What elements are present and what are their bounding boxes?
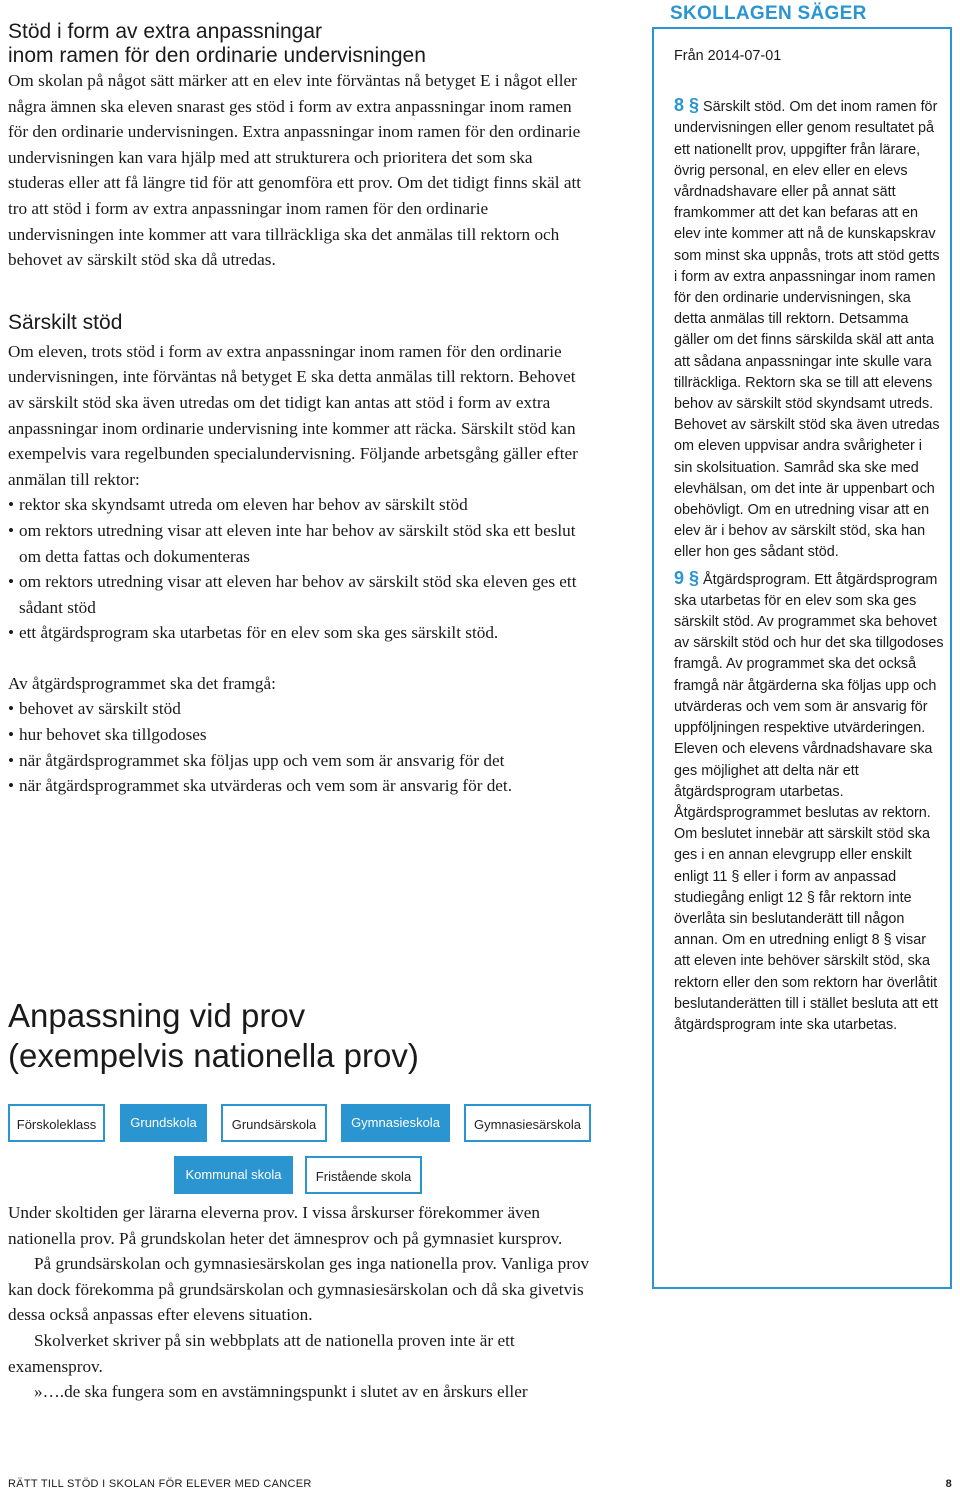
program-intro: Av åtgärdsprogrammet ska det framgå:: [8, 673, 276, 693]
paragraph-9: [674, 568, 944, 1036]
tag-gymnasieskola: Gymnasieskola: [341, 1104, 450, 1142]
list-item: • hur behovet ska tillgodoses: [8, 722, 593, 748]
tag-forskoleklass: Förskoleklass: [8, 1104, 105, 1142]
tag-grundskola: Grundskola: [120, 1104, 207, 1142]
footer-title: RÄTT TILL STÖD I SKOLAN FÖR ELEVER MED CANCER: [8, 1478, 312, 1490]
paragraph-number-9: 9 §: [674, 567, 700, 588]
paragraph-8: [674, 95, 944, 563]
section-body-prov: [8, 1200, 593, 1405]
paragraph-number-8: 8 §: [674, 95, 700, 116]
prov-quote: »….de ska fungera som en avstämningspunkt i slutet av en årskurs eller: [34, 1382, 528, 1402]
paragraph-9-text: Åtgärdsprogram. Ett åtgärdsprogram ska utarbetas för en elev som ska ges särskilt stöd. Av programmet ska behovet av särskilt stöd och hur det ska tillgodoses framgå. Av programmet ska det också framgå när åtgärderna ska följas upp och utvärderas och vem som är ansvarig för uppföljningen respektive utvärderingen. Eleven och elevens vårdnadshavare ska ges möjlighet att delta när ett åtgärdsprogram utarbetas. Åtgärdsprogrammet beslutas av rektorn. Om beslutet innebär att särskilt stöd ska ges i en annan elevgrupp eller enskilt enligt 11 § eller i form av anpassad studiegång enligt 12 § får rektorn inte överlåta sin beslutanderätt till någon annan. Om en utredning enligt 8 § visar att eleven inte behöver särskilt stöd, ska rektorn eller den som rektorn har överlåtit beslutanderätten till i stället besluta att ett åtgärdsprogram inte ska utarbetas.: [674, 571, 944, 1033]
procedure-list: [8, 492, 593, 646]
tag-grundsarskola: Grundsärskola: [221, 1104, 327, 1142]
list-item: • ett åtgärdsprogram ska utarbetas för en elev som ska ges särskilt stöd.: [8, 620, 593, 646]
list-item: • om rektors utredning visar att eleven har behov av särskilt stöd ska eleven ges ett sådant stöd: [8, 569, 593, 620]
prov-paragraph-3: Skolverket skriver på sin webbplats att de nationella proven inte är ett examensprov.: [8, 1330, 515, 1376]
tag-gymnasiesarskola: Gymnasiesärskola: [464, 1104, 591, 1142]
section-title-anpassning-vid-prov: Anpassning vid prov (exempelvis nationella prov): [8, 997, 419, 1074]
page-number: 8: [945, 1478, 952, 1490]
sidebar-title: SKOLLAGEN SÄGER: [670, 3, 867, 24]
tag-fristaende-skola: Fristående skola: [305, 1156, 422, 1194]
list-item: • när åtgärdsprogrammet ska följas upp och vem som är ansvarig för det: [8, 748, 593, 774]
sidebar-content: [674, 46, 944, 1036]
list-item: • när åtgärdsprogrammet ska utvärderas och vem som är ansvarig för det.: [8, 773, 593, 799]
section-title-sarskilt-stod: Särskilt stöd: [8, 310, 123, 334]
program-list: [8, 696, 593, 798]
main-column: [8, 20, 593, 799]
list-item: • rektor ska skyndsamt utreda om eleven har behov av särskilt stöd: [8, 492, 593, 518]
prov-paragraph-2: På grundsärskolan och gymnasiesärskolan ges inga nationella prov. Vanliga prov kan dock förekomma på grundsärskolan och gymnasiesärskolan och då ska givetvis dessa också anpassas efter elevens situation.: [8, 1254, 590, 1325]
section-title-extra-anpassningar: Stöd i form av extra anpassningar inom ramen för den ordinarie undervisningen: [8, 20, 426, 67]
list-item: • behovet av särskilt stöd: [8, 696, 593, 722]
paragraph-8-text: Särskilt stöd. Om det inom ramen för undervisningen eller genom resultatet på ett nationellt prov, uppgifter från lärare, övrig personal, en elev eller en elevs vårdnadshavare eller på annat sätt framkommer att det kan befaras att en elev inte kommer att nå de kunskapskrav som minst ska uppnås, trots att stöd getts i form av extra anpassningar inom ramen för den ordinarie undervisningen, ska detta anmälas till rektorn. Detsamma gäller om det finns särskilda skäl att anta att sådana anpassningar inte skulle vara tillräckliga. Rektorn ska se till att elevens behov av särskilt stöd skyndsamt utreds. Behovet av särskilt stöd ska även utredas om eleven uppvisar andra svårigheter i sin skolsituation. Samråd ska ske med elevhälsan, om det inte är uppenbart och obehövligt. Om en utredning visar att en elev är i behov av särskilt stöd, ska han eller hon ges sådant stöd.: [674, 99, 940, 561]
prov-paragraph-1: Under skoltiden ger lärarna eleverna prov. I vissa årskurser förekommer även nationella prov. På grundskolan heter det ämnesprov och på gymnasiet kursprov.: [8, 1203, 563, 1248]
tag-kommunal-skola: Kommunal skola: [174, 1156, 293, 1194]
list-item: • om rektors utredning visar att eleven inte har behov av särskilt stöd ska ett beslut om detta fattas och dokumenteras: [8, 518, 593, 569]
section-body-sarskilt-stod: Om eleven, trots stöd i form av extra anpassningar inom ramen för den ordinarie undervisningen, inte förväntas nå betyget E ska detta anmälas till rektorn. Behovet av särskilt stöd ska även utredas om det tidigt kan antas att stöd i form av extra anpassningar inom ordinarie undervisning inte kommer att räcka. Särskilt stöd kan exempelvis vara regelbunden specialundervisning. Följande arbetsgång gäller efter anmälan till rektor:: [8, 341, 578, 489]
sidebar-date: Från 2014-07-01: [674, 48, 782, 64]
section-body-extra-anpassningar: Om skolan på något sätt märker att en elev inte förväntas nå betyget E i något eller några ämnen ska eleven snarast ges stöd i form av extra anpassningar inom ramen för den ordinarie undervisningen. Extra anpassningar inom ramen för den ordinarie undervisningen kan vara hjälp med att strukturera och prioritera det som ska studeras eller att få längre tid för att genomföra ett prov. Om det tidigt finns skäl att tro att stöd i form av extra anpassningar inom ramen för den ordinarie undervisningen inte kommer att vara tillräckliga ska det anmälas till rektorn och behovet av särskilt stöd ska då utredas.: [8, 71, 582, 270]
